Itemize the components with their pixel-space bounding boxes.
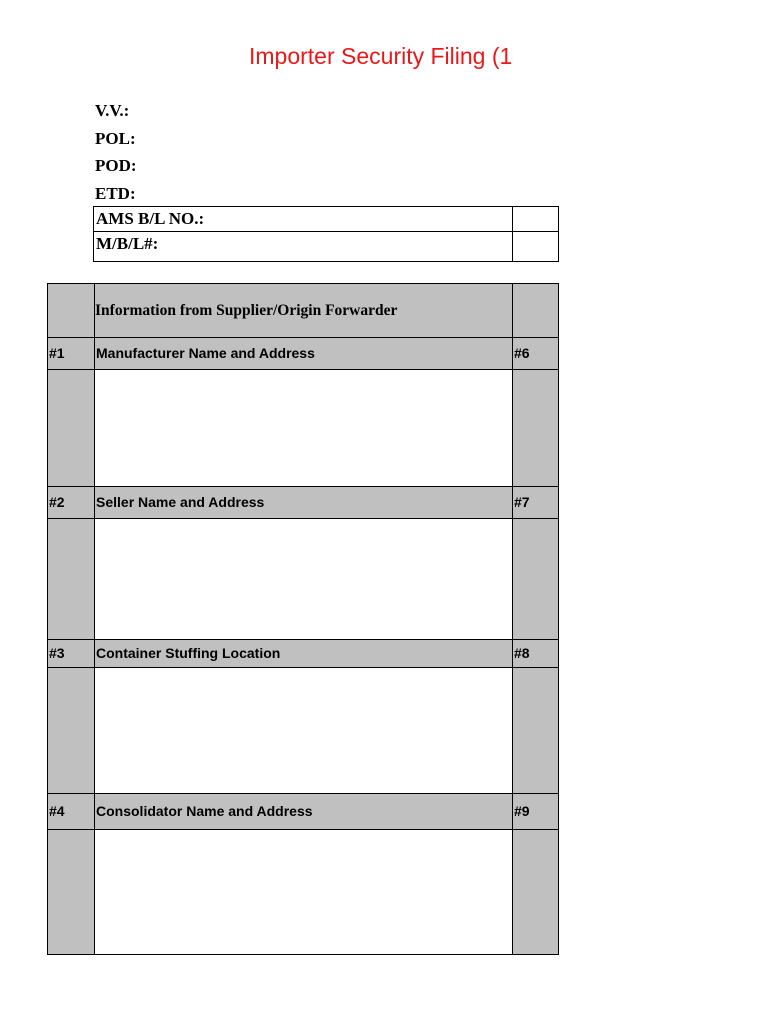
section-1-right-number: #6 — [514, 345, 530, 361]
mbl-label: M/B/L#: — [96, 234, 159, 253]
section-2-label: Seller Name and Address — [96, 494, 265, 510]
header-right-cell — [512, 284, 558, 337]
section-1-label: Manufacturer Name and Address — [96, 345, 315, 361]
section-3-right-number: #8 — [514, 645, 530, 661]
section-1-left-number: #1 — [49, 345, 65, 361]
reference-row-mbl — [94, 232, 558, 261]
ams-bl-label: AMS B/L NO.: — [96, 209, 205, 228]
section-4-right-number: #9 — [514, 803, 530, 819]
section-1-right-body — [512, 369, 558, 486]
section-1-left-body — [48, 369, 94, 486]
reference-table — [93, 206, 559, 262]
divider — [48, 667, 558, 668]
divider — [94, 284, 95, 954]
divider — [48, 486, 558, 487]
divider — [48, 793, 558, 794]
section-3-label: Container Stuffing Location — [96, 645, 281, 661]
section-4-entry-area[interactable] — [94, 829, 512, 954]
vv-label: V.V.: — [95, 101, 130, 120]
section-4-label: Consolidator Name and Address — [96, 803, 313, 819]
section-2-left-body — [48, 518, 94, 639]
section-3-entry-area[interactable] — [94, 667, 512, 793]
divider — [48, 369, 558, 370]
divider — [48, 639, 558, 640]
reference-row-ams — [94, 207, 558, 232]
document-title: Importer Security Filing (1 — [249, 43, 513, 69]
section-1-entry-area[interactable] — [94, 369, 512, 486]
etd-label: ETD: — [95, 184, 136, 203]
section-3-left-body — [48, 667, 94, 793]
table-header-text: Information from Supplier/Origin Forwarder — [95, 302, 398, 319]
divider — [48, 337, 558, 338]
section-2-right-body — [512, 518, 558, 639]
section-4-left-body — [48, 829, 94, 954]
section-3-right-body — [512, 667, 558, 793]
section-2-right-number: #7 — [514, 494, 530, 510]
section-4-left-number: #4 — [49, 803, 65, 819]
section-2-left-number: #2 — [49, 494, 65, 510]
mbl-value[interactable] — [512, 232, 558, 261]
supplier-info-table — [47, 283, 559, 955]
divider — [512, 284, 513, 954]
pod-label: POD: — [95, 156, 137, 175]
section-4-right-body — [512, 829, 558, 954]
divider — [48, 518, 558, 519]
header-left-cell — [48, 284, 94, 337]
ams-bl-value[interactable] — [512, 207, 558, 231]
section-3-left-number: #3 — [49, 645, 65, 661]
pol-label: POL: — [95, 129, 136, 148]
section-2-entry-area[interactable] — [94, 518, 512, 639]
divider — [48, 829, 558, 830]
